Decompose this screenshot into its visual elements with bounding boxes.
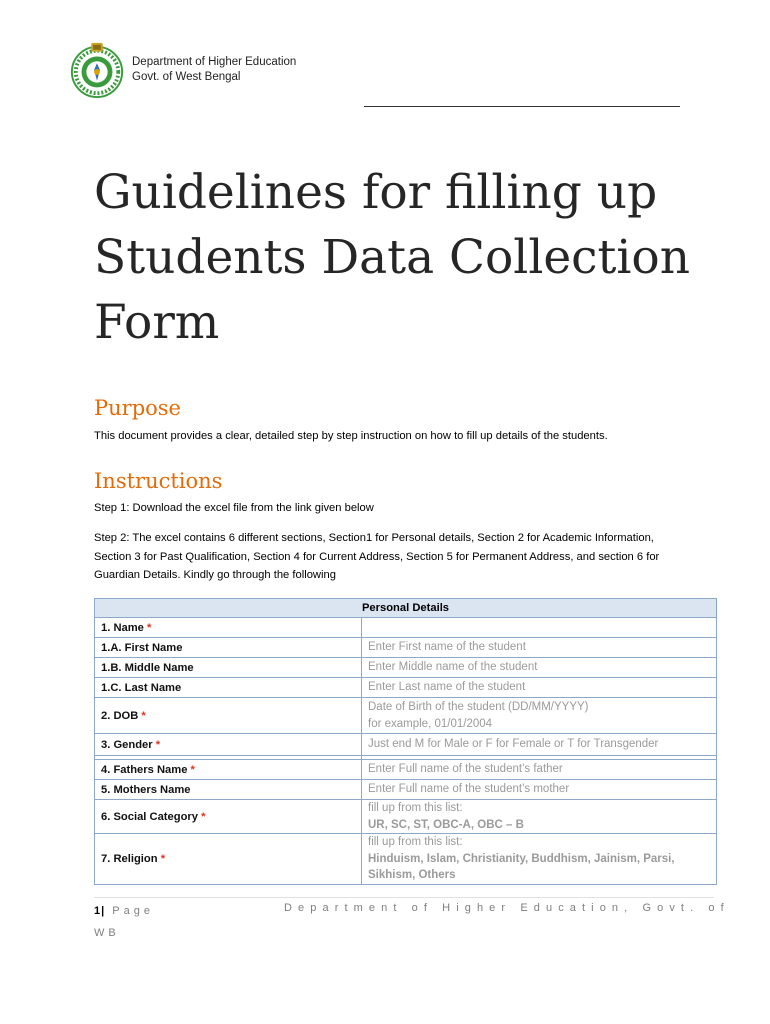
org-name-line1: Department of Higher Education: [132, 56, 297, 68]
required-marker: *: [141, 709, 146, 722]
field-label: 6. Social Category *: [95, 800, 362, 834]
table-row: [95, 834, 717, 885]
table-row: [95, 800, 717, 834]
required-marker: *: [147, 621, 152, 634]
field-hint: Enter Full name of the student’s father: [362, 760, 717, 780]
instruction-step-1: Step 1: Download the excel file from the link given below: [94, 502, 374, 514]
field-label: 1. Name *: [95, 618, 362, 638]
field-label: 4. Fathers Name *: [95, 760, 362, 780]
footer-left-tail: WB: [94, 927, 120, 939]
required-marker: *: [201, 810, 206, 823]
table-header-row: [95, 599, 717, 618]
field-hint: fill up from this list: UR, SC, ST, OBC-A, OBC – B: [362, 800, 717, 834]
table-row: [95, 734, 717, 756]
instructions-heading: Instructions: [94, 469, 223, 493]
field-label: 3. Gender *: [95, 734, 362, 756]
field-hint: fill up from this list: Hinduism, Islam, Christianity, Buddhism, Jainism, Parsi, Sikhism, Others: [362, 834, 717, 885]
required-marker: *: [190, 763, 195, 776]
footer-page-label: 1| Page WB: [94, 905, 154, 939]
footer-divider: [94, 897, 714, 898]
page-number: 1: [94, 905, 102, 917]
field-hint: [362, 618, 717, 638]
org-name-line2: Govt. of West Bengal: [132, 71, 241, 83]
field-hint: Enter Middle name of the student: [362, 658, 717, 678]
required-marker: *: [155, 738, 161, 751]
field-label: 5. Mothers Name: [95, 780, 362, 800]
field-hint: Enter Full name of the student’s mother: [362, 780, 717, 800]
table-row: [95, 618, 717, 638]
table-row: [95, 698, 717, 734]
purpose-heading: Purpose: [94, 396, 181, 420]
footer-department: Department of Higher Education, Govt. of: [284, 902, 730, 914]
personal-details-table: [94, 598, 717, 885]
header-divider: [364, 106, 680, 107]
org-name: [132, 55, 296, 85]
field-label: 2. DOB *: [95, 698, 362, 734]
field-hint: Enter Last name of the student: [362, 678, 717, 698]
required-marker: *: [160, 852, 166, 865]
table-header: Personal Details: [95, 599, 717, 618]
field-hint: Enter First name of the student: [362, 638, 717, 658]
field-label: 1.C. Last Name: [95, 678, 362, 698]
table-row: [95, 760, 717, 780]
field-label: 7. Religion *: [95, 834, 362, 885]
table-row: [95, 780, 717, 800]
field-label: 1.B. Middle Name: [95, 658, 362, 678]
west-bengal-govt-seal-icon: [68, 41, 126, 99]
page-word: Page: [112, 905, 154, 917]
field-label: 1.A. First Name: [95, 638, 362, 658]
page-header: [68, 40, 296, 100]
table-row: [95, 658, 717, 678]
table-row: [95, 638, 717, 658]
document-title: Guidelines for filling up Students Data Collection Form: [94, 165, 690, 350]
instruction-step-2: Step 2: The excel contains 6 different sections, Section1 for Personal details, Section 2 for Academic Information, Section 3 for Past Qualification, Section 4 for Current Address, Section 5 for Permanent Address, and section 6 for Guardian Details. Kindly go through the following: [94, 532, 660, 581]
purpose-text: This document provides a clear, detailed step by step instruction on how to fill up details of the students.: [94, 430, 608, 442]
field-hint: Date of Birth of the student (DD/MM/YYYY) for example, 01/01/2004: [362, 698, 717, 734]
table-row: [95, 678, 717, 698]
field-hint: Just end M for Male or F for Female or T for Transgender: [362, 734, 717, 756]
